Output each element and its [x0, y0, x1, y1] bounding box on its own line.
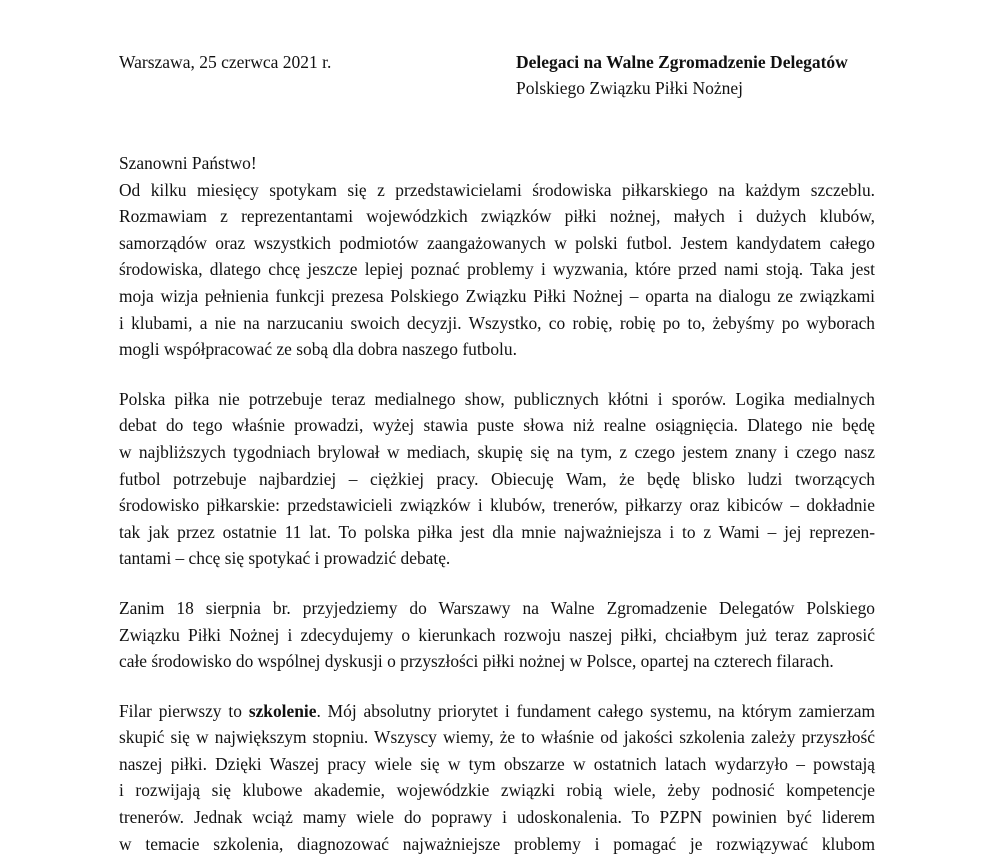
- paragraph-4-line: trenerów. Jednak wciąż mamy wiele do poprawy i udoskonalenia. To PZPN powinien być liderem: [119, 807, 875, 828]
- paragraph-2-line: tak jak przez ostatnie 11 lat. To polska piłka jest dla mnie najważniejsza i to z Wami – jej reprezen-: [119, 521, 875, 542]
- recipient-title: Delegaci na Walne Zgromadzenie Delegatów: [516, 52, 848, 72]
- paragraph-4-line: w temacie szkolenia, diagnozować najważniejsze problemy i pomagać je rozwiązywać klubom: [119, 833, 875, 854]
- paragraph-1-line: i klubami, a nie na narzucaniu swoich decyzji. Wszystko, co robię, robię po to, żebyśmy po wyborach: [119, 312, 875, 333]
- paragraph-2-line: tantami – chcę się spotykać i prowadzić debatę.: [119, 548, 451, 569]
- paragraph-3-line: Zanim 18 sierpnia br. przyjedziemy do Warszawy na Walne Zgromadzenie Delegatów Polskiego: [119, 597, 875, 618]
- paragraph-1-line: Od kilku miesięcy spotykam się z przedstawicielami środowiska piłkarskiego na każdym szczeblu.: [119, 179, 875, 200]
- paragraph-spacer: [119, 675, 875, 698]
- paragraph-4-line: [119, 698, 875, 725]
- paragraph-2-line: środowisko piłkarskie: przedstawicieli związków i klubów, trenerów, piłkarzy oraz kibiców – dokładnie: [119, 495, 875, 516]
- paragraph-4-prefix: Filar pierwszy to: [119, 700, 249, 721]
- salutation: Szanowni Państwo!: [119, 153, 257, 173]
- paragraph-1-line: samorządów oraz wszystkich podmiotów zaangażowanych w polski futbol. Jestem kandydatem całego: [119, 232, 875, 253]
- keyword-szkolenie: szkolenie: [248, 700, 317, 721]
- paragraph-1-line: mogli współpracować ze sobą dla dobra naszego futbolu.: [119, 339, 517, 360]
- paragraph-1-line: Rozmawiam z reprezentantami wojewódzkich związków piłki nożnej, małych i dużych klubów,: [119, 206, 875, 227]
- paragraph-1-line: moja wizja pełnienia funkcji prezesa Polskiego Związku Piłki Nożnej – oparta na dialogu ze związkami: [119, 285, 875, 306]
- paragraph-3-line: całe środowisko do wspólnej dyskusji o przyszłości piłki nożnej w Polsce, opartej na czterech filarach.: [119, 651, 834, 672]
- paragraph-3-line: Związku Piłki Nożnej i zdecydujemy o kierunkach rozwoju naszej piłki, chciałbym już teraz zaprosić: [119, 624, 875, 645]
- paragraph-1-line: środowiska, dlatego chcę jeszcze lepiej poznać problemy i wyzwania, które przed nami stoją. Taka jest: [119, 259, 875, 280]
- paragraph-2-line: futbol potrzebuje najbardziej – ciężkiej pracy. Obiecuję Wam, że będę blisko ludzi tworzących: [119, 468, 875, 489]
- recipient-block: [516, 49, 848, 101]
- paragraph-2-line: w najbliższych tygodniach brylował w mediach, skupię się na tym, z czego jestem znany i czego nasz: [119, 441, 875, 462]
- paragraph-4-line: skupić się w największym stopniu. Wszyscy wiemy, że to właśnie od jakości szkolenia zależy przyszłość: [119, 727, 875, 748]
- paragraph-4-line: i rozwijają się klubowe akademie, wojewódzkie związki robią wiele, żeby podnosić kompetencje: [119, 780, 875, 801]
- paragraph-2-line: debat do tego właśnie prowadzi, wyżej stawia puste słowa niż realne osiągnięcia. Dlatego nie będę: [119, 415, 875, 436]
- recipient-organization: Polskiego Związku Piłki Nożnej: [516, 78, 743, 98]
- paragraph-4-line: naszej piłki. Dzięki Waszej pracy wiele się w tym obszarze w ostatnich latach wydarzyło – powstają: [119, 753, 875, 774]
- paragraph-spacer: [119, 572, 875, 595]
- place-date: Warszawa, 25 czerwca 2021 r.: [119, 52, 332, 72]
- paragraph-2-line: Polska piłka nie potrzebuje teraz medialnego show, publicznych kłótni i sporów. Logika medialnych: [119, 388, 875, 409]
- letter-body: [119, 150, 875, 857]
- paragraph-4-suffix: . Mój absolutny priorytet i fundament całego systemu, na którym zamierzam: [316, 700, 875, 721]
- paragraph-spacer: [119, 363, 875, 386]
